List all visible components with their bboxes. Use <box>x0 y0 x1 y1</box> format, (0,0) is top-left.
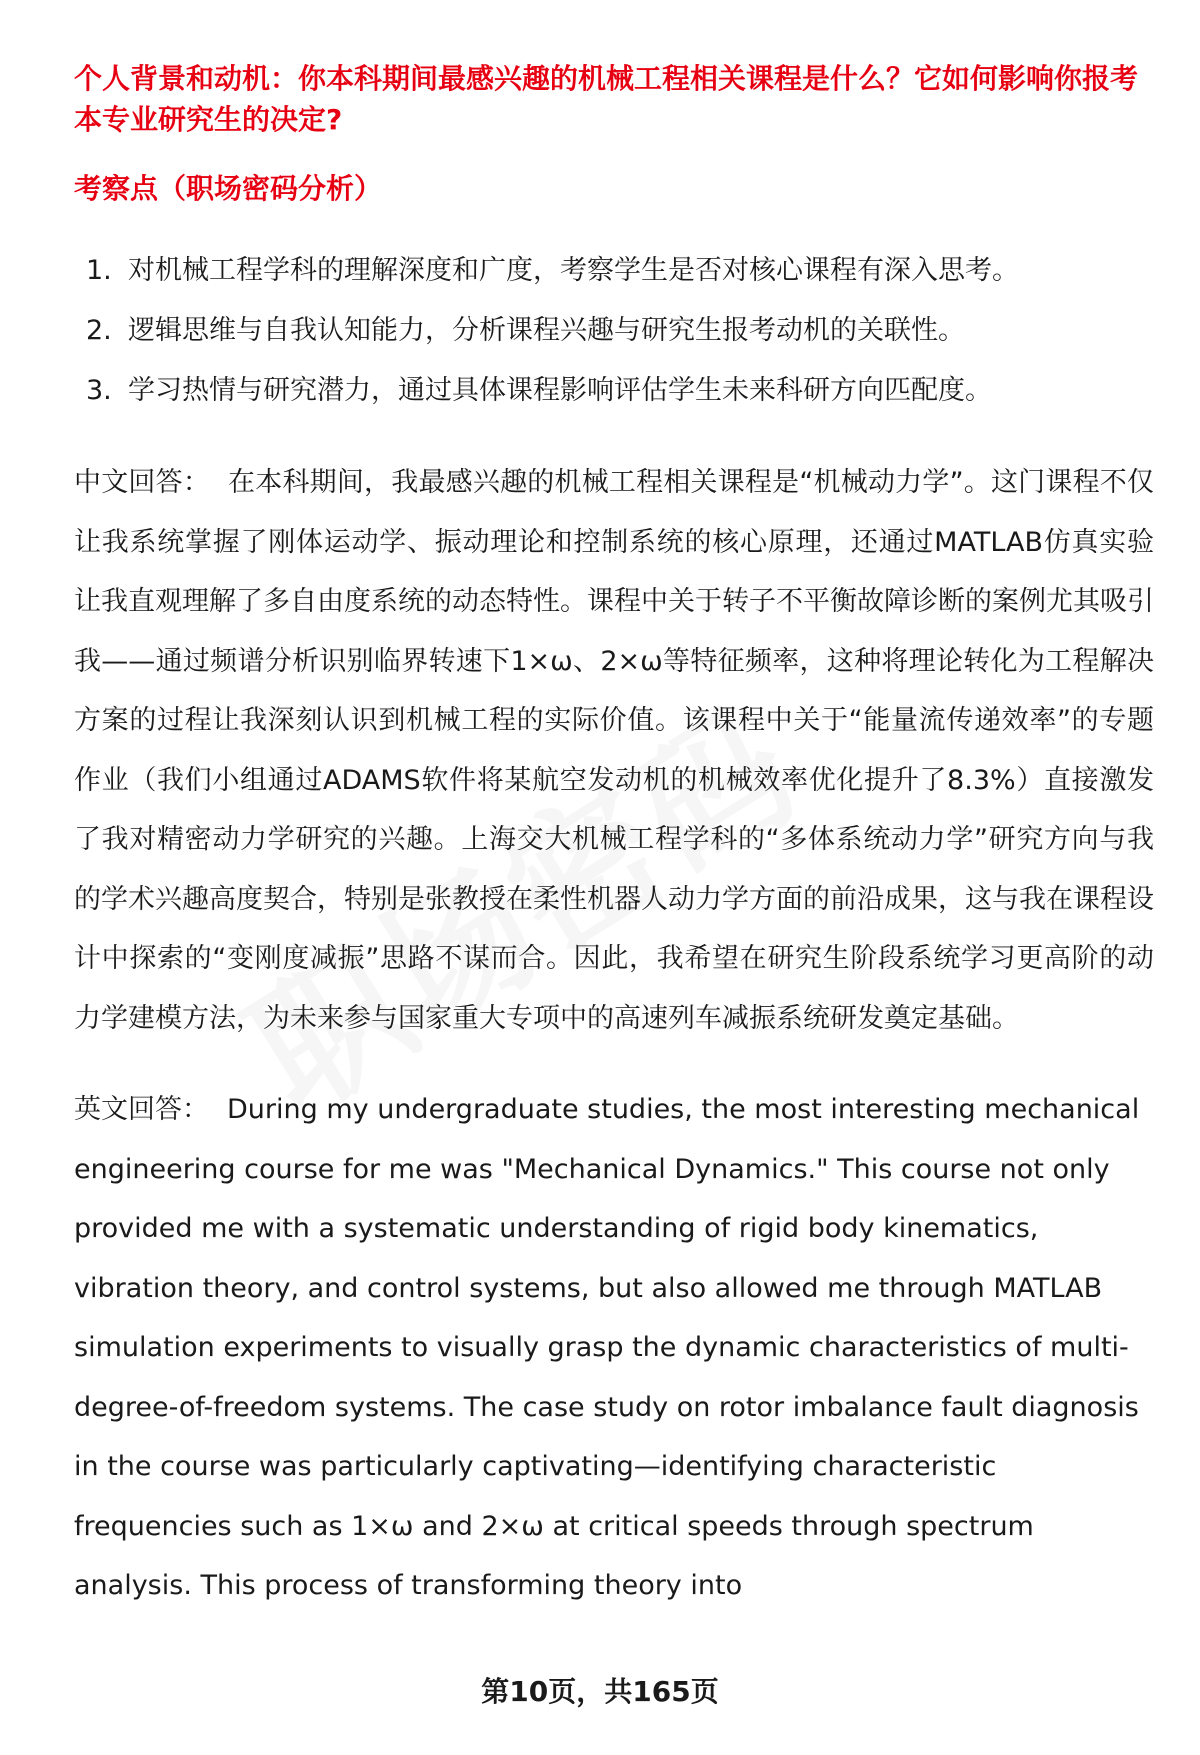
chinese-answer-text: 在本科期间，我最感兴趣的机械工程相关课程是“机械动力学”。这门课程不仅让我系统掌握了刚体运动学、振动理论和控制系统的核心原理，还通过MATLAB仿真实验让我直观理解了多自由度系统的动态特性。课程中关于转子不平衡故障诊断的案例尤其吸引我——通过频谱分析识别临界转速下1×ω、2×ω等特征频率，这种将理论转化为工程解决方案的过程让我深刻认识到机械工程的实际价值。该课程中关于“能量流传递效率”的专题作业（我们小组通过ADAMS软件将某航空发动机的机械效率优化提升了8.3%）直接激发了我对精密动力学研究的兴趣。上海交大机械工程学科的“多体系统动力学”研究方向与我的学术兴趣高度契合，特别是张教授在柔性机器人动力学方面的前沿成果，这与我在课程设计中探索的“变刚度减振”思路不谋而合。因此，我希望在研究生阶段系统学习更高阶的动力学建模方法，为未来参与国家重大专项中的高速列车减振系统研发奠定基础。 <box>74 467 1154 1034</box>
list-item-number: 2. <box>86 315 112 346</box>
list-item <box>74 301 1154 361</box>
page-content <box>74 58 1154 1616</box>
chinese-answer-label: 中文回答： <box>74 467 211 498</box>
list-item-text: 学习热情与研究潜力，通过具体课程影响评估学生未来科研方向匹配度。 <box>128 375 992 406</box>
list-item <box>74 241 1154 301</box>
english-answer <box>74 1080 1154 1616</box>
list-item-number: 1. <box>86 255 112 286</box>
chinese-answer <box>74 453 1154 1048</box>
list-item-text: 逻辑思维与自我认知能力，分析课程兴趣与研究生报考动机的关联性。 <box>128 315 965 346</box>
section-title: 考察点（职场密码分析） <box>74 172 383 205</box>
english-answer-text: During my undergraduate studies, the most interesting mechanical engineering course for me was "Mechanical Dynamics." This course not only provided me with a systematic understanding of rigid body kinematics, vibration theory, and control systems, but also allowed me through MATLAB simulation experiments to visually grasp the dynamic characteristics of multi-degree-of-freedom systems. The case study on rotor imbalance fault diagnosis in the course was particularly captivating—identifying characteristic frequencies such as 1×ω and 2×ω at critical speeds through spectrum analysis. This process of transforming theory into <box>74 1094 1140 1601</box>
assessment-points-list <box>74 241 1154 421</box>
english-answer-label: 英文回答： <box>74 1094 209 1125</box>
list-item <box>74 361 1154 421</box>
list-item-number: 3. <box>86 375 112 406</box>
question-heading: 个人背景和动机：你本科期间最感兴趣的机械工程相关课程是什么？它如何影响你报考本专业研究生的决定? <box>74 62 1139 136</box>
page-number-footer: 第10页，共165页 <box>481 1675 719 1708</box>
list-item-text: 对机械工程学科的理解深度和广度，考察学生是否对核心课程有深入思考。 <box>128 255 1019 286</box>
